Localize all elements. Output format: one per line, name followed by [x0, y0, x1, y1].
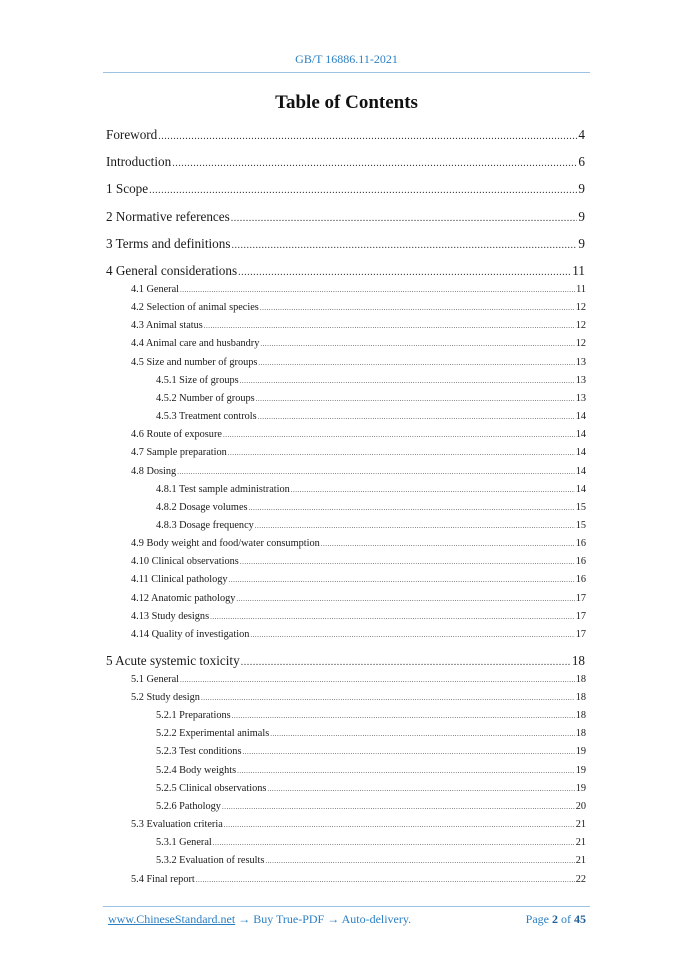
toc-dot-leader	[321, 540, 575, 548]
toc-dot-leader	[270, 730, 574, 738]
toc-entry-page: 17	[575, 592, 586, 604]
toc-entry-label: 4.5 Size and number of groups	[131, 356, 258, 368]
toc-dot-leader	[223, 431, 575, 439]
toc-entry-label: 4.13 Study designs	[131, 610, 210, 622]
toc-entry[interactable]	[131, 692, 586, 703]
page-prefix: Page	[525, 912, 549, 926]
toc-dot-leader	[231, 240, 577, 251]
toc-dot-leader	[229, 576, 575, 584]
toc-entry-label: 5.2.5 Clinical observations	[156, 782, 267, 794]
toc-dot-leader	[267, 785, 574, 793]
page-footer	[108, 912, 586, 927]
toc-entry-label: 4.10 Clinical observations	[131, 556, 239, 568]
toc-dot-leader	[224, 821, 575, 829]
toc-entry[interactable]	[156, 783, 586, 794]
toc-dot-leader	[291, 486, 575, 494]
toc-entry-page: 14	[575, 411, 586, 423]
toc-dot-leader	[256, 395, 575, 403]
toc-entry-page: 15	[575, 501, 586, 513]
promo-text: → Buy True-PDF → Auto-delivery.	[238, 912, 412, 926]
toc-entry-label: 5.2.1 Preparations	[156, 710, 231, 722]
toc-entry-page: 21	[575, 855, 586, 867]
toc-entry-page: 12	[575, 338, 586, 350]
toc-entry-label: 5.4 Final report	[131, 873, 195, 885]
toc-entry[interactable]	[131, 284, 586, 295]
toc-dot-leader	[158, 131, 577, 142]
toc-entry[interactable]	[131, 338, 586, 349]
toc-entry-label: 4.8.1 Test sample administration	[156, 483, 290, 495]
toc-entry-page: 6	[578, 154, 585, 170]
footer-divider	[103, 906, 590, 907]
toc-entry-page: 12	[575, 302, 586, 314]
toc-entry[interactable]	[106, 236, 585, 252]
toc-entry-label: 4.8 Dosing	[131, 465, 177, 477]
toc-entry-label: 4.5.3 Treatment controls	[156, 411, 257, 423]
toc-dot-leader	[260, 304, 575, 312]
toc-entry-page: 20	[575, 800, 586, 812]
toc-entry-page: 11	[576, 284, 586, 295]
toc-dot-leader	[265, 857, 574, 865]
toc-entry[interactable]	[131, 874, 586, 885]
toc-entry-page: 16	[575, 574, 586, 586]
toc-entry[interactable]	[156, 801, 586, 812]
toc-entry-page: 17	[575, 628, 586, 640]
toc-entry-page: 13	[575, 392, 586, 404]
toc-entry-label: 4.2 Selection of animal species	[131, 302, 259, 314]
toc-entry[interactable]	[106, 263, 585, 279]
toc-entry[interactable]	[131, 593, 586, 604]
toc-dot-leader	[177, 468, 575, 476]
toc-dot-leader	[180, 286, 575, 294]
toc-entry-page: 21	[575, 819, 586, 831]
toc-entry-page: 4	[578, 127, 585, 142]
toc-entry[interactable]	[156, 837, 586, 848]
toc-dot-leader	[228, 449, 575, 457]
toc-dot-leader	[250, 631, 574, 639]
toc-entry[interactable]	[156, 411, 586, 422]
toc-entry[interactable]	[156, 710, 586, 721]
toc-dot-leader	[240, 558, 575, 566]
toc-entry-page: 14	[575, 429, 586, 441]
toc-entry[interactable]	[131, 574, 586, 585]
toc-entry-page: 19	[575, 746, 586, 758]
page-title: Table of Contents	[275, 92, 418, 113]
toc-entry-label: 5.2.4 Body weights	[156, 764, 237, 776]
toc-entry-page: 15	[575, 519, 586, 531]
toc-entry[interactable]	[131, 302, 586, 313]
header-divider	[103, 72, 590, 73]
toc-dot-leader	[238, 267, 571, 278]
toc-entry-label: 4.14 Quality of investigation	[131, 628, 250, 640]
toc-entry[interactable]	[106, 209, 585, 225]
toc-dot-leader	[260, 340, 574, 348]
toc-entry-label: 5.3.2 Evaluation of results	[156, 855, 265, 867]
toc-entry-label: 4.8.3 Dosage frequency	[156, 519, 254, 531]
toc-entry-label: 4.3 Animal status	[131, 320, 203, 332]
toc-entry-page: 12	[575, 320, 586, 332]
toc-entry-page: 21	[575, 837, 586, 849]
toc-entry-label: 4.7 Sample preparation	[131, 447, 227, 459]
toc-entry[interactable]	[131, 629, 586, 640]
toc-dot-leader	[237, 767, 575, 775]
toc-entry-label: 4.8.2 Dosage volumes	[156, 501, 248, 513]
toc-entry[interactable]	[131, 538, 586, 549]
toc-dot-leader	[201, 694, 575, 702]
toc-entry-label: 1 Scope	[106, 181, 149, 197]
toc-entry-label: 4.1 General	[131, 284, 180, 295]
toc-entry-page: 18	[571, 652, 585, 668]
toc-entry-page: 18	[575, 710, 586, 722]
toc-entry[interactable]	[131, 320, 586, 331]
toc-dot-leader	[255, 522, 575, 530]
toc-dot-leader	[180, 676, 575, 684]
toc-dot-leader	[242, 748, 574, 756]
toc-entry-page: 22	[575, 873, 586, 885]
toc-dot-leader	[258, 413, 575, 421]
toc-entry[interactable]	[131, 611, 586, 622]
toc-dot-leader	[149, 185, 577, 196]
toc-entry-label: 4.11 Clinical pathology	[131, 574, 228, 586]
toc-entry-label: 5.3 Evaluation criteria	[131, 819, 223, 831]
toc-entry-page: 9	[578, 181, 585, 197]
toc-entry-page: 18	[575, 692, 586, 703]
toc-entry-page: 9	[578, 208, 585, 224]
toc-entry[interactable]	[156, 746, 586, 757]
toc-entry-label: 4.6 Route of exposure	[131, 429, 222, 441]
toc-entry-page: 11	[572, 263, 585, 278]
toc-entry[interactable]	[156, 520, 586, 531]
website-link[interactable]: www.ChineseStandard.net	[108, 912, 236, 926]
toc-entry-page: 16	[575, 556, 586, 568]
toc-entry-label: 5.2 Study design	[131, 692, 200, 703]
toc-entry-label: 5.3.1 General	[156, 837, 212, 849]
toc-entry[interactable]	[131, 357, 586, 368]
toc-entry-label: 4 General considerations	[106, 263, 238, 278]
toc-entry-page: 14	[575, 483, 586, 495]
toc-dot-leader	[240, 377, 575, 385]
toc-dot-leader	[232, 712, 575, 720]
toc-entry[interactable]	[106, 127, 585, 143]
toc-entry-label: 4.5.1 Size of groups	[156, 374, 239, 386]
toc-entry-page: 9	[578, 235, 585, 251]
toc-dot-leader	[236, 595, 574, 603]
toc-dot-leader	[222, 803, 575, 811]
toc-entry-label: Introduction	[106, 154, 172, 170]
toc-entry-page: 13	[575, 374, 586, 386]
toc-entry-label: 3 Terms and definitions	[106, 235, 231, 251]
toc-entry-page: 16	[575, 538, 586, 550]
page-total: 45	[574, 912, 586, 926]
toc-entry-page: 14	[575, 465, 586, 477]
toc-entry-page: 19	[575, 782, 586, 794]
toc-dot-leader	[258, 359, 574, 367]
toc-entry-page: 18	[575, 673, 586, 685]
page-of: of	[561, 912, 571, 926]
toc-entry-label: 5.2.3 Test conditions	[156, 746, 242, 758]
toc-entry-label: 4.5.2 Number of groups	[156, 392, 255, 404]
toc-dot-leader	[213, 839, 575, 847]
toc-entry-page: 18	[575, 728, 586, 740]
toc-entry[interactable]	[131, 819, 586, 830]
toc-dot-leader	[231, 213, 578, 224]
toc-dot-leader	[210, 613, 575, 621]
toc-dot-leader	[249, 504, 575, 512]
toc-entry-label: 4.4 Animal care and husbandry	[131, 338, 260, 350]
page-indicator	[526, 912, 586, 927]
toc-entry[interactable]	[156, 728, 586, 739]
toc-entry-label: 5 Acute systemic toxicity	[106, 652, 240, 668]
toc-entry-label: 4.12 Anatomic pathology	[131, 592, 236, 604]
toc-entry[interactable]	[131, 429, 586, 440]
page-current: 2	[552, 912, 558, 926]
toc-entry[interactable]	[156, 855, 586, 866]
toc-entry-page: 17	[575, 610, 586, 622]
toc-entry[interactable]	[131, 674, 586, 685]
toc-entry-label: 5.1 General	[131, 673, 180, 685]
toc-entry-label: 2 Normative references	[106, 208, 230, 224]
toc-dot-leader	[204, 322, 575, 330]
toc-entry[interactable]	[156, 502, 586, 513]
toc-entry[interactable]	[131, 447, 586, 458]
toc-entry[interactable]	[131, 556, 586, 567]
toc-entry-page: 19	[575, 764, 586, 776]
toc-entry[interactable]	[156, 765, 586, 776]
toc-dot-leader	[196, 876, 575, 884]
toc-entry[interactable]	[106, 154, 585, 170]
toc-entry-label: 5.2.2 Experimental animals	[156, 728, 270, 740]
toc-entry[interactable]	[106, 653, 585, 669]
toc-entry-page: 14	[575, 447, 586, 459]
toc-dot-leader	[172, 158, 577, 169]
toc-entry-label: Foreword	[106, 127, 158, 142]
toc-entry-label: 5.2.6 Pathology	[156, 800, 221, 812]
toc-entry[interactable]	[156, 484, 586, 495]
toc-entry[interactable]	[131, 466, 586, 477]
toc-entry[interactable]	[156, 375, 586, 386]
toc-entry-label: 4.9 Body weight and food/water consumption	[131, 538, 320, 550]
toc-dot-leader	[241, 657, 571, 668]
toc-entry-page: 13	[575, 356, 586, 368]
document-id-header: GB/T 16886.11-2021	[295, 52, 398, 66]
toc-entry[interactable]	[106, 181, 585, 197]
toc-entry[interactable]	[156, 393, 586, 404]
